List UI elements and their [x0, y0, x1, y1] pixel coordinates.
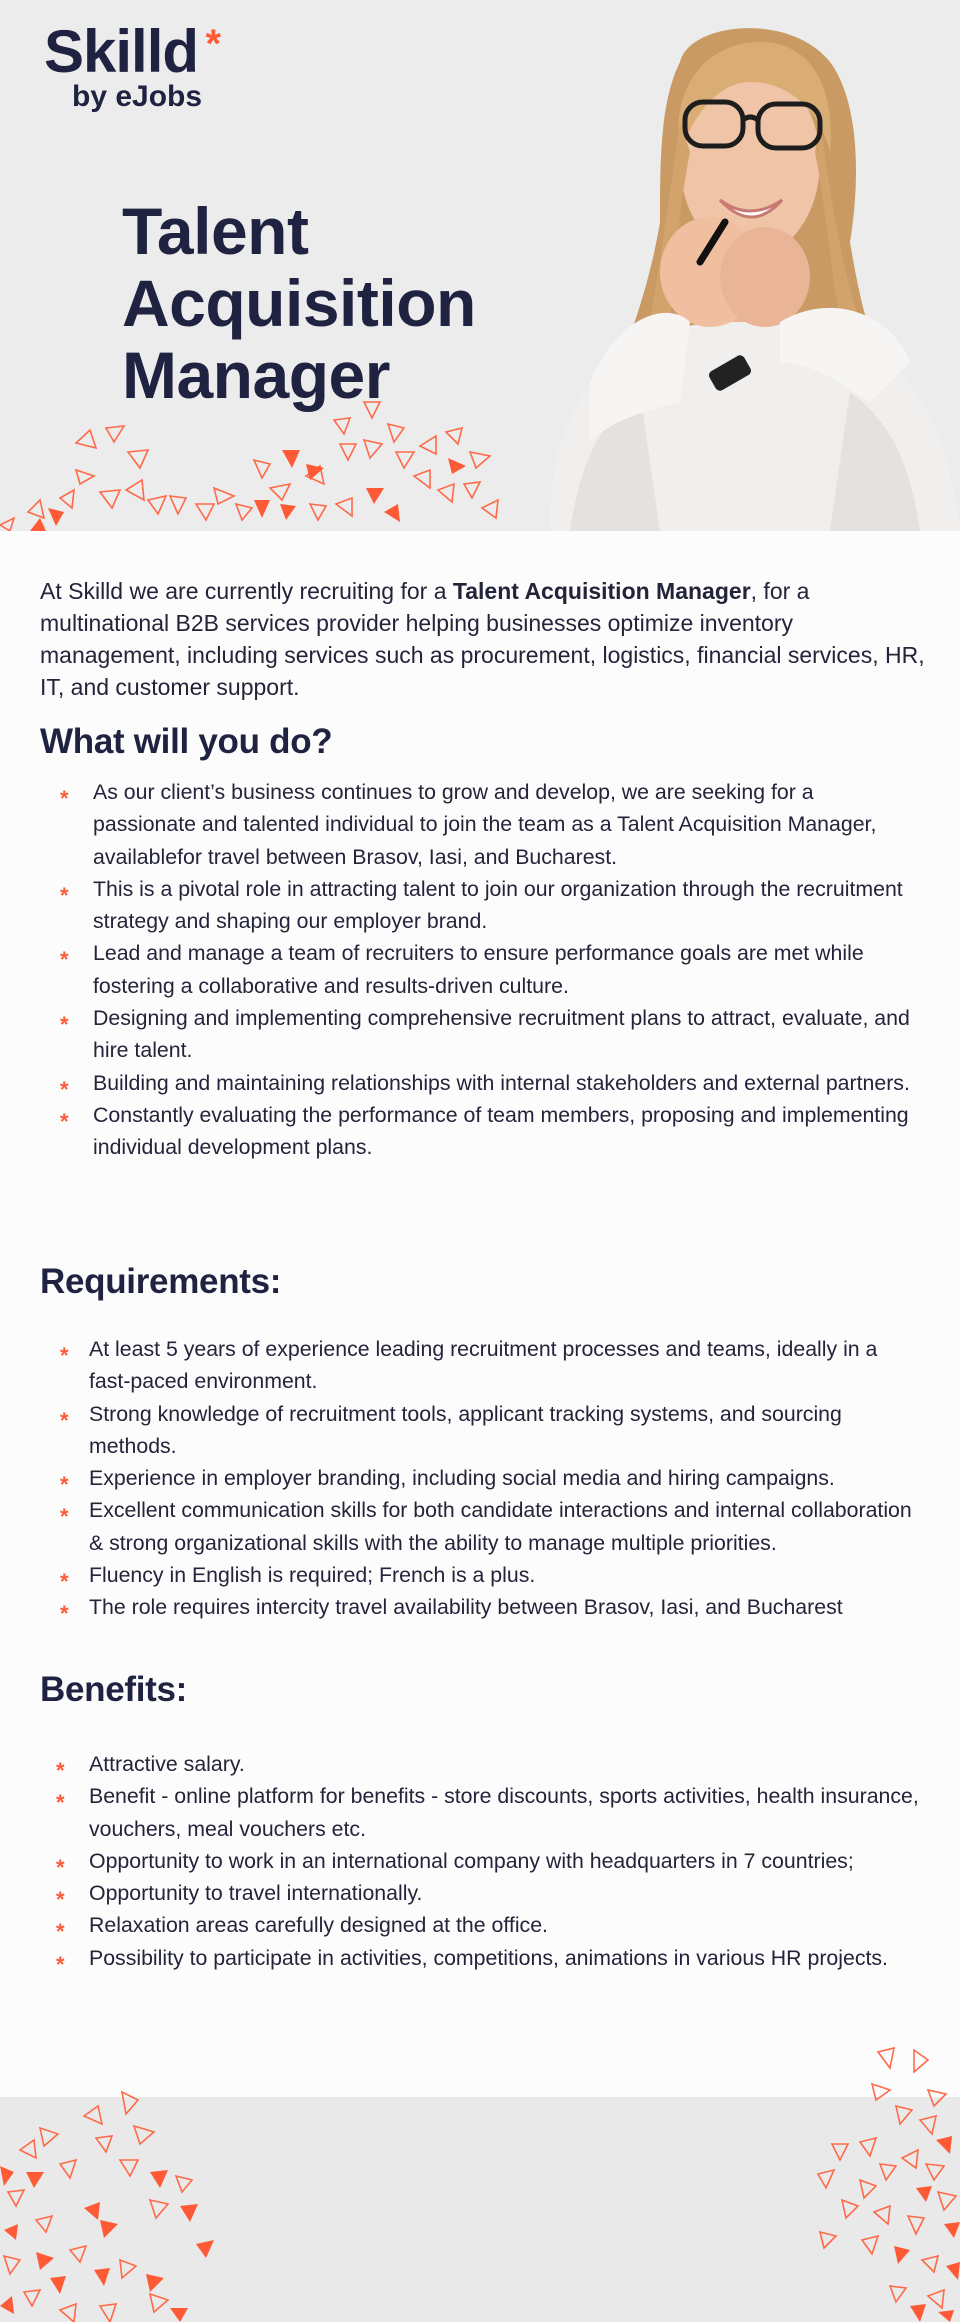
list-item: * The role requires intercity travel availability between Brasov, Iasi, and Bucharest	[40, 1591, 920, 1623]
triangle-pattern-icon	[0, 2080, 240, 2322]
triangle-pattern-icon	[810, 2040, 960, 2322]
asterisk-bullet-icon: *	[60, 947, 69, 973]
list-item: * Fluency in English is required; French is a plus.	[40, 1559, 920, 1591]
list-item: * Designing and implementing comprehensive recruitment plans to attract, evaluate, and hire talent.	[60, 1006, 910, 1063]
asterisk-bullet-icon: *	[56, 1758, 65, 1783]
title-line: Acquisition	[122, 266, 476, 340]
woman-portrait-photo	[530, 22, 960, 531]
asterisk-bullet-icon: *	[60, 1601, 69, 1627]
asterisk-bullet-icon: *	[60, 1343, 69, 1368]
asterisk-bullet-icon: *	[60, 882, 69, 908]
list-item: * At least 5 years of experience leading recruitment processes and teams, ideally in a fast-paced environment.	[60, 1337, 878, 1394]
intro-paragraph: At Skilld we are currently recruiting for a Talent Acquisition Manager, for a multinational B2B services provider helping businesses optimize inventory management, including services such as procurement, logistics, financial services, HR, IT, and customer support.	[40, 578, 925, 700]
hero-banner	[0, 0, 960, 531]
list-item: * Opportunity to travel internationally.	[40, 1877, 920, 1909]
asterisk-bullet-icon: *	[60, 1108, 69, 1134]
asterisk-bullet-icon: *	[56, 1854, 65, 1880]
section-heading-requirements: Requirements:	[40, 1262, 282, 1301]
responsibilities-list	[40, 776, 920, 1164]
asterisk-bullet-icon: *	[60, 1472, 69, 1498]
asterisk-bullet-icon: *	[60, 1407, 69, 1433]
title-line: Talent	[122, 194, 309, 268]
triangle-pattern-icon	[0, 380, 520, 531]
asterisk-bullet-icon: *	[56, 1887, 65, 1913]
logo-subtitle: by eJobs	[72, 80, 203, 113]
logo-asterisk-icon: *	[205, 22, 221, 66]
list-item: * This is a pivotal role in attracting talent to join our organization through the recruitment strategy and shaping our employer brand.	[60, 876, 903, 934]
benefits-list	[40, 1748, 920, 1977]
asterisk-bullet-icon: *	[60, 1076, 69, 1102]
asterisk-bullet-icon: *	[56, 1919, 65, 1945]
skilld-logo[interactable]	[44, 18, 221, 114]
list-item: * Benefit - online platform for benefits - store discounts, sports activities, health insurance, vouchers, meal vouchers etc.	[56, 1784, 919, 1841]
list-item: * Opportunity to work in an international company with headquarters in 7 countries;	[40, 1845, 920, 1877]
asterisk-bullet-icon: *	[56, 1790, 65, 1816]
page-title	[122, 195, 476, 411]
list-item: * Building and maintaining relationships with internal stakeholders and external partners.	[40, 1067, 920, 1099]
section-heading-benefits: Benefits:	[40, 1670, 188, 1709]
asterisk-bullet-icon: *	[60, 1569, 69, 1595]
list-item: * Strong knowledge of recruitment tools, applicant tracking systems, and sourcing methods.	[60, 1401, 842, 1458]
list-item: * As our client’s business continues to grow and develop, we are seeking for a passionate and talented individual to join the team as a Talent Acquisition Manager, availablefor travel between Brasov, Iasi, and Bucharest.	[60, 780, 877, 869]
asterisk-bullet-icon: *	[60, 1504, 69, 1530]
list-item: * Excellent communication skills for both candidate interactions and internal collaboration & strong organizational skills with the ability to manage multiple priorities.	[60, 1498, 912, 1555]
section-heading-what-you-do: What will you do?	[40, 722, 333, 761]
asterisk-bullet-icon: *	[56, 1951, 65, 1977]
role-highlight: Talent Acquisition Manager	[452, 578, 751, 604]
asterisk-bullet-icon: *	[60, 1012, 69, 1038]
logo-wordmark: Skilld *	[44, 20, 198, 84]
title-line: Manager	[122, 338, 390, 412]
list-item: * Experience in employer branding, including social media and hiring campaigns.	[40, 1462, 920, 1494]
requirements-list	[40, 1333, 920, 1627]
asterisk-bullet-icon: *	[60, 786, 69, 811]
list-item: * Attractive salary.	[40, 1748, 920, 1780]
list-item: * Lead and manage a team of recruiters to ensure performance goals are met while fostering a collaborative and results-driven culture.	[60, 941, 864, 998]
list-item: * Constantly evaluating the performance of team members, proposing and implementing individual development plans.	[60, 1102, 909, 1160]
list-item: * Relaxation areas carefully designed at the office.	[40, 1909, 920, 1941]
list-item: * Possibility to participate in activities, competitions, animations in various HR projects.	[40, 1942, 920, 1974]
